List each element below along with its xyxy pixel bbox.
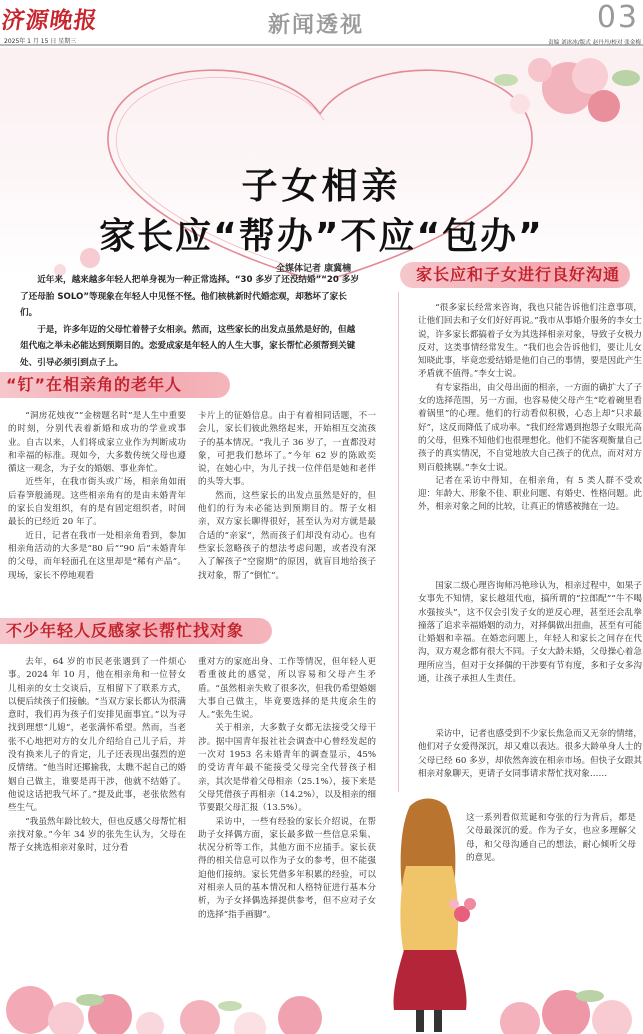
section-heading-3: 家长应和子女进行良好沟通 bbox=[400, 262, 630, 288]
body-paragraph: 国家二级心理咨询师冯艳珍认为，相亲过程中，如果子女事先不知情，家长越俎代庖，搞所谓的“拉郎配”“牛不喝水强按头”，这不仅会引发子女的逆反心理，甚至还会乱拳撞落了追求幸福婚姻的动力，对择偶做出扭曲，甚至有可能让婚姻和幸福。在婚恋问题上，年轻人和家长之间存在代沟，双方观念都有很大不同。子女大龄未婚，父母操心着急理所应当，但对于女择偶的干涉要有节有度，多和子女多沟通，让孩子承担人生责任。 bbox=[418, 581, 642, 685]
masthead bbox=[0, 0, 643, 46]
page-number: 03 bbox=[596, 0, 639, 35]
section-3-block-3 bbox=[418, 728, 642, 781]
section-heading-1: “钉”在相亲角的老年人 bbox=[0, 372, 230, 398]
section-2-column-1 bbox=[8, 656, 186, 855]
body-paragraph: 记者在采访中得知，在相亲角，有 5 类人群不受欢迎：年龄大、形象不佳、职业问题、有婚史、性格问题。此外，相亲对象之间的比较，让真正的情感被抛在一边。 bbox=[418, 475, 642, 513]
section-heading-2: 不少年轻人反感家长帮忙找对象 bbox=[0, 618, 272, 644]
section-3-block-1 bbox=[418, 302, 642, 515]
headline-line-2: 家长应“帮办”不应“包办” bbox=[99, 216, 544, 257]
body-paragraph: 去年，64 岁的市民老张遇到了一件烦心事。2024 年 10 月，他在相亲角和一位替女儿相亲的女士交谈后，互相留下了联系方式，以便后续孩子们接触。“当双方家长都认为很满意时，我们再为孩子们安排见面事宜。”以为寻找到理想“儿媳”，老张满怀希望。然而，当老张不心地把对方的女儿介绍给自己儿子后，并没有换来儿子的肯定，儿子还表现出强烈的逆反情绪。“他当时还揶揄我，太瞧不起自己的婚姻自己做主，谁要是再干涉，他就不结婚了。他说这话把我气坏了。”提及此事，老张依然有些生气。 bbox=[8, 657, 186, 814]
body-paragraph: 近些年，在我市街头或广场，相亲角如雨后春笋般涌现。这些相亲角有的是由未婚青年的家长自发组织，有的是有固定组织者，时间最长的已经近 20 年了。 bbox=[8, 477, 186, 528]
newspaper-logo: 济源晚报 bbox=[0, 8, 100, 34]
section-title: 新闻透视 bbox=[268, 12, 365, 38]
body-paragraph: 近日，记者在我市一处相亲角看到，参加相亲角活动的大多是“80 后”“90 后”未婚青年的父母，而年轻面孔在这里却是“稀有产品”。现场，家长不停地观看 bbox=[8, 530, 186, 581]
article-lead bbox=[20, 272, 360, 372]
issue-date: 2025年 1 月 15 日 星期三 bbox=[4, 38, 77, 45]
bottom-flower-border-decoration bbox=[0, 950, 643, 1034]
body-paragraph: 有专家指出，由父母出面的相亲，一方面的确扩大了子女的选择范围，另一方面，也容易使父母产生“吃着碗里看着锅里”的心理。他们的行动看似积极，心态上却“只求最好”，这反而降低了成功率。“我们经常遇到抱怨子女眼光高的父母，但殊不知他们也很理想化。他们不能客观衡量自己孩子的真实情况，不自觉地放大自己孩子的优点，而对对方则百般挑剔。”李女士说。 bbox=[418, 382, 642, 473]
body-paragraph: “洞房花烛夜”“金榜题名时”是人生中重要的时刻，分别代表着新婚和成功的学业或事业。自古以来，人们将成家立业作为判断成功和幸福的标准。现如今，大多数传统父母也遵循这一观念，为子女的婚姻、事业奔忙。 bbox=[8, 411, 186, 475]
section-3-block-4 bbox=[466, 812, 636, 865]
body-paragraph: 关于相亲，大多数子女都无法接受父母干涉。据中国青年报社社会调查中心曾经发起的一次对 1953 名未婚青年的调查显示，45% 的受访青年最不能接受父母完全代替孩子相亲，其次是带着父母相亲（25.1%），接下来是父母凭借孩子再相亲（14.2%），以及相亲的细节要跟父母汇报（13.5%）。 bbox=[198, 723, 376, 814]
body-paragraph: “很多家长经常来咨询，我也只能告诉他们注意事项，让他们回去和子女们好好再说。”我市从事婚介服务的李女士说，许多家长都搞着子女为其选择相亲对象，导致子女极力反对，这类事情经常发生。“我们也会告诉他们，要让儿女知晓此事，毕竟恋爱结婚是他们自己的事情，要是因此产生矛盾就不值得。”李女士说。 bbox=[418, 303, 642, 380]
body-paragraph: 采访中，记者也感受到不少家长焦急而又无奈的情绪，他们对子女爱得深沉，却又难以表达。很多大龄单身人士的父母已经 60 多岁，却依然奔波在相亲市场。但快子女跟其相亲对象聊天，更请子女同事请求帮忙找对象…… bbox=[418, 729, 642, 779]
body-paragraph: 这一系列看似荒诞和夸张的行为背后，都是父母最深沉的爱。作为子女，也应多理解父母，和父母沟通自己的想法，耐心倾听父母的意见。 bbox=[466, 813, 636, 863]
section-2-column-2 bbox=[198, 656, 376, 922]
headline-line-1: 子女相亲 bbox=[241, 166, 402, 207]
section-3-block-2 bbox=[418, 580, 642, 686]
body-paragraph: 采访中，一些有经验的家长介绍说，在帮助子女择偶方面，家长最多做一些信息采集、状况分析等工作，其他方面不应插手。家长获得的相关信息可以作为子女的参考，但不能强迫他们接纳。家长凭借多年积累的经验，可以对相亲人员的基本情况和人格特征进行基本分析，为子女择偶选择提供参考，但不应对子女的选择“指手画脚”。 bbox=[198, 816, 376, 920]
lead-paragraph: 近年来，越来越多年轻人把单身视为一种正常选择。“30 多岁了还没结婚”“20 多岁了还母胎 SOLO”等现象在年轻人中见怪不怪。他们核桃新时代婚恋观，却愁坏了家长们。 bbox=[20, 275, 360, 319]
lead-paragraph: 于是，许多年迈的父母忙着替子女相亲。然而，这些家长的出发点虽然是好的，但越俎代庖之举未必能达到预期目的。恋爱成家是年轻人的人生大事，家长帮忙必须帮到关键处、引导必须引到点子上。 bbox=[20, 324, 356, 368]
headline-banner bbox=[0, 48, 643, 278]
byline: 全媒体记者 康冀楠 bbox=[276, 264, 352, 274]
editor-credits: 责编 刘冰冰/版式 赵丹丹/校对 张金梅 bbox=[547, 40, 641, 46]
section-1-column-1 bbox=[8, 410, 186, 583]
column-divider bbox=[398, 292, 399, 792]
body-paragraph: 然而，这些家长的出发点虽然是好的，但他们的行为未必能达到预期目的。帮子女相亲，双方家长聊得很好，甚至认为对方就是最合适的“亲家”，然而孩子们却没有动心。也有些家长忽略孩子的想法考虑问题，或者没有深入了解孩子“空窗期”的原因，就盲目地给孩子找对象，帮了“倒忙”。 bbox=[198, 490, 376, 581]
body-paragraph: 卡片上的征婚信息。由于有着相同话题，不一会儿，家长们彼此熟络起来，开始相互交流孩子的基本情况。“我儿子 36 岁了，一直都没对象，可把我们愁坏了。”今年 62 岁的陈欧奕说，在她心中，为儿子找一位伴侣是她和老伴的头等大事。 bbox=[198, 411, 376, 488]
body-paragraph: “我虽然年龄比较大，但也反感父母帮忙相亲找对象。”今年 34 岁的张先生认为，父母在帮子女挑选相亲对象时，过分看 bbox=[8, 816, 186, 854]
section-1-column-2 bbox=[198, 410, 376, 583]
body-paragraph: 重对方的家庭出身、工作等情况，但年轻人更看重彼此的感觉，所以容易和父母产生矛盾。“虽然相亲失败了很多次，但我仍希望婚姻大事自己做主，毕竟要选择的是共度余生的人。”张先生说。 bbox=[198, 657, 376, 721]
